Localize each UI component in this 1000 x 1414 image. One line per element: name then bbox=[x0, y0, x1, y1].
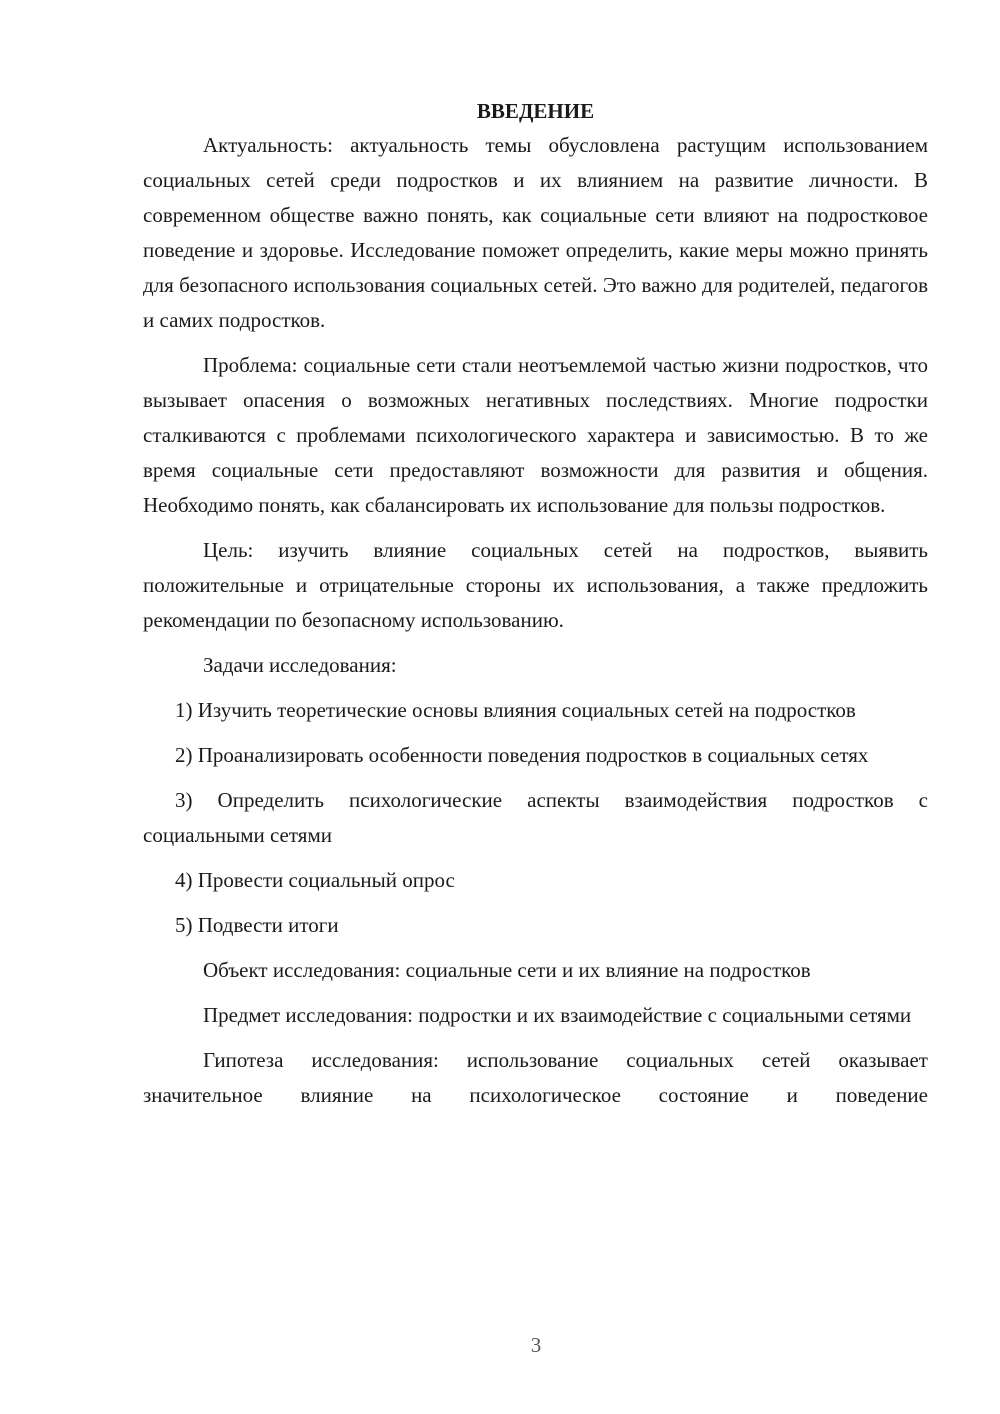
paragraph-object: Объект исследования: социальные сети и их влияние на подростков bbox=[203, 958, 811, 982]
task-item-4: 4) Провести социальный опрос bbox=[175, 868, 455, 892]
page-content bbox=[143, 94, 928, 1113]
task-item-5: 5) Подвести итоги bbox=[175, 913, 339, 937]
page-number: 3 bbox=[530, 1333, 542, 1357]
task-item-3: 3) Определить психологические аспекты взаимодействия подростков с социальными сетями bbox=[143, 788, 928, 847]
task-item-2: 2) Проанализировать особенности поведения подростков в социальных сетях bbox=[175, 743, 869, 767]
paragraph-problem: Проблема: социальные сети стали неотъемлемой частью жизни подростков, что вызывает опасения о возможных негативных последствиях. Многие подростки сталкиваются с проблемами психологического характера и зависимостью. В то же время социальные сети предоставляют возможности для развития и общения. Необходимо понять, как сбалансировать их использование для пользы подростков. bbox=[143, 353, 928, 517]
paragraph-hypothesis: Гипотеза исследования: использование социальных сетей оказывает значительное влияние на психологическое состояние и поведение bbox=[143, 1048, 928, 1107]
paragraph-relevance: Актуальность: актуальность темы обусловлена растущим использованием социальных сетей среди подростков и их влиянием на развитие личности. В современном обществе важно понять, как социальные сети влияют на подростковое поведение и здоровье. Исследование поможет определить, какие меры можно принять для безопасного использования социальных сетей. Это важно для родителей, педагогов и самих подростков. bbox=[143, 133, 928, 332]
section-heading: ВВЕДЕНИЕ bbox=[476, 99, 595, 123]
paragraph-goal: Цель: изучить влияние социальных сетей на подростков, выявить положительные и отрицательные стороны их использования, а также предложить рекомендации по безопасному использованию. bbox=[143, 538, 928, 632]
tasks-title: Задачи исследования: bbox=[203, 653, 397, 677]
task-item-1: 1) Изучить теоретические основы влияния социальных сетей на подростков bbox=[175, 698, 856, 722]
paragraph-subject: Предмет исследования: подростки и их взаимодействие с социальными сетями bbox=[203, 1003, 912, 1027]
